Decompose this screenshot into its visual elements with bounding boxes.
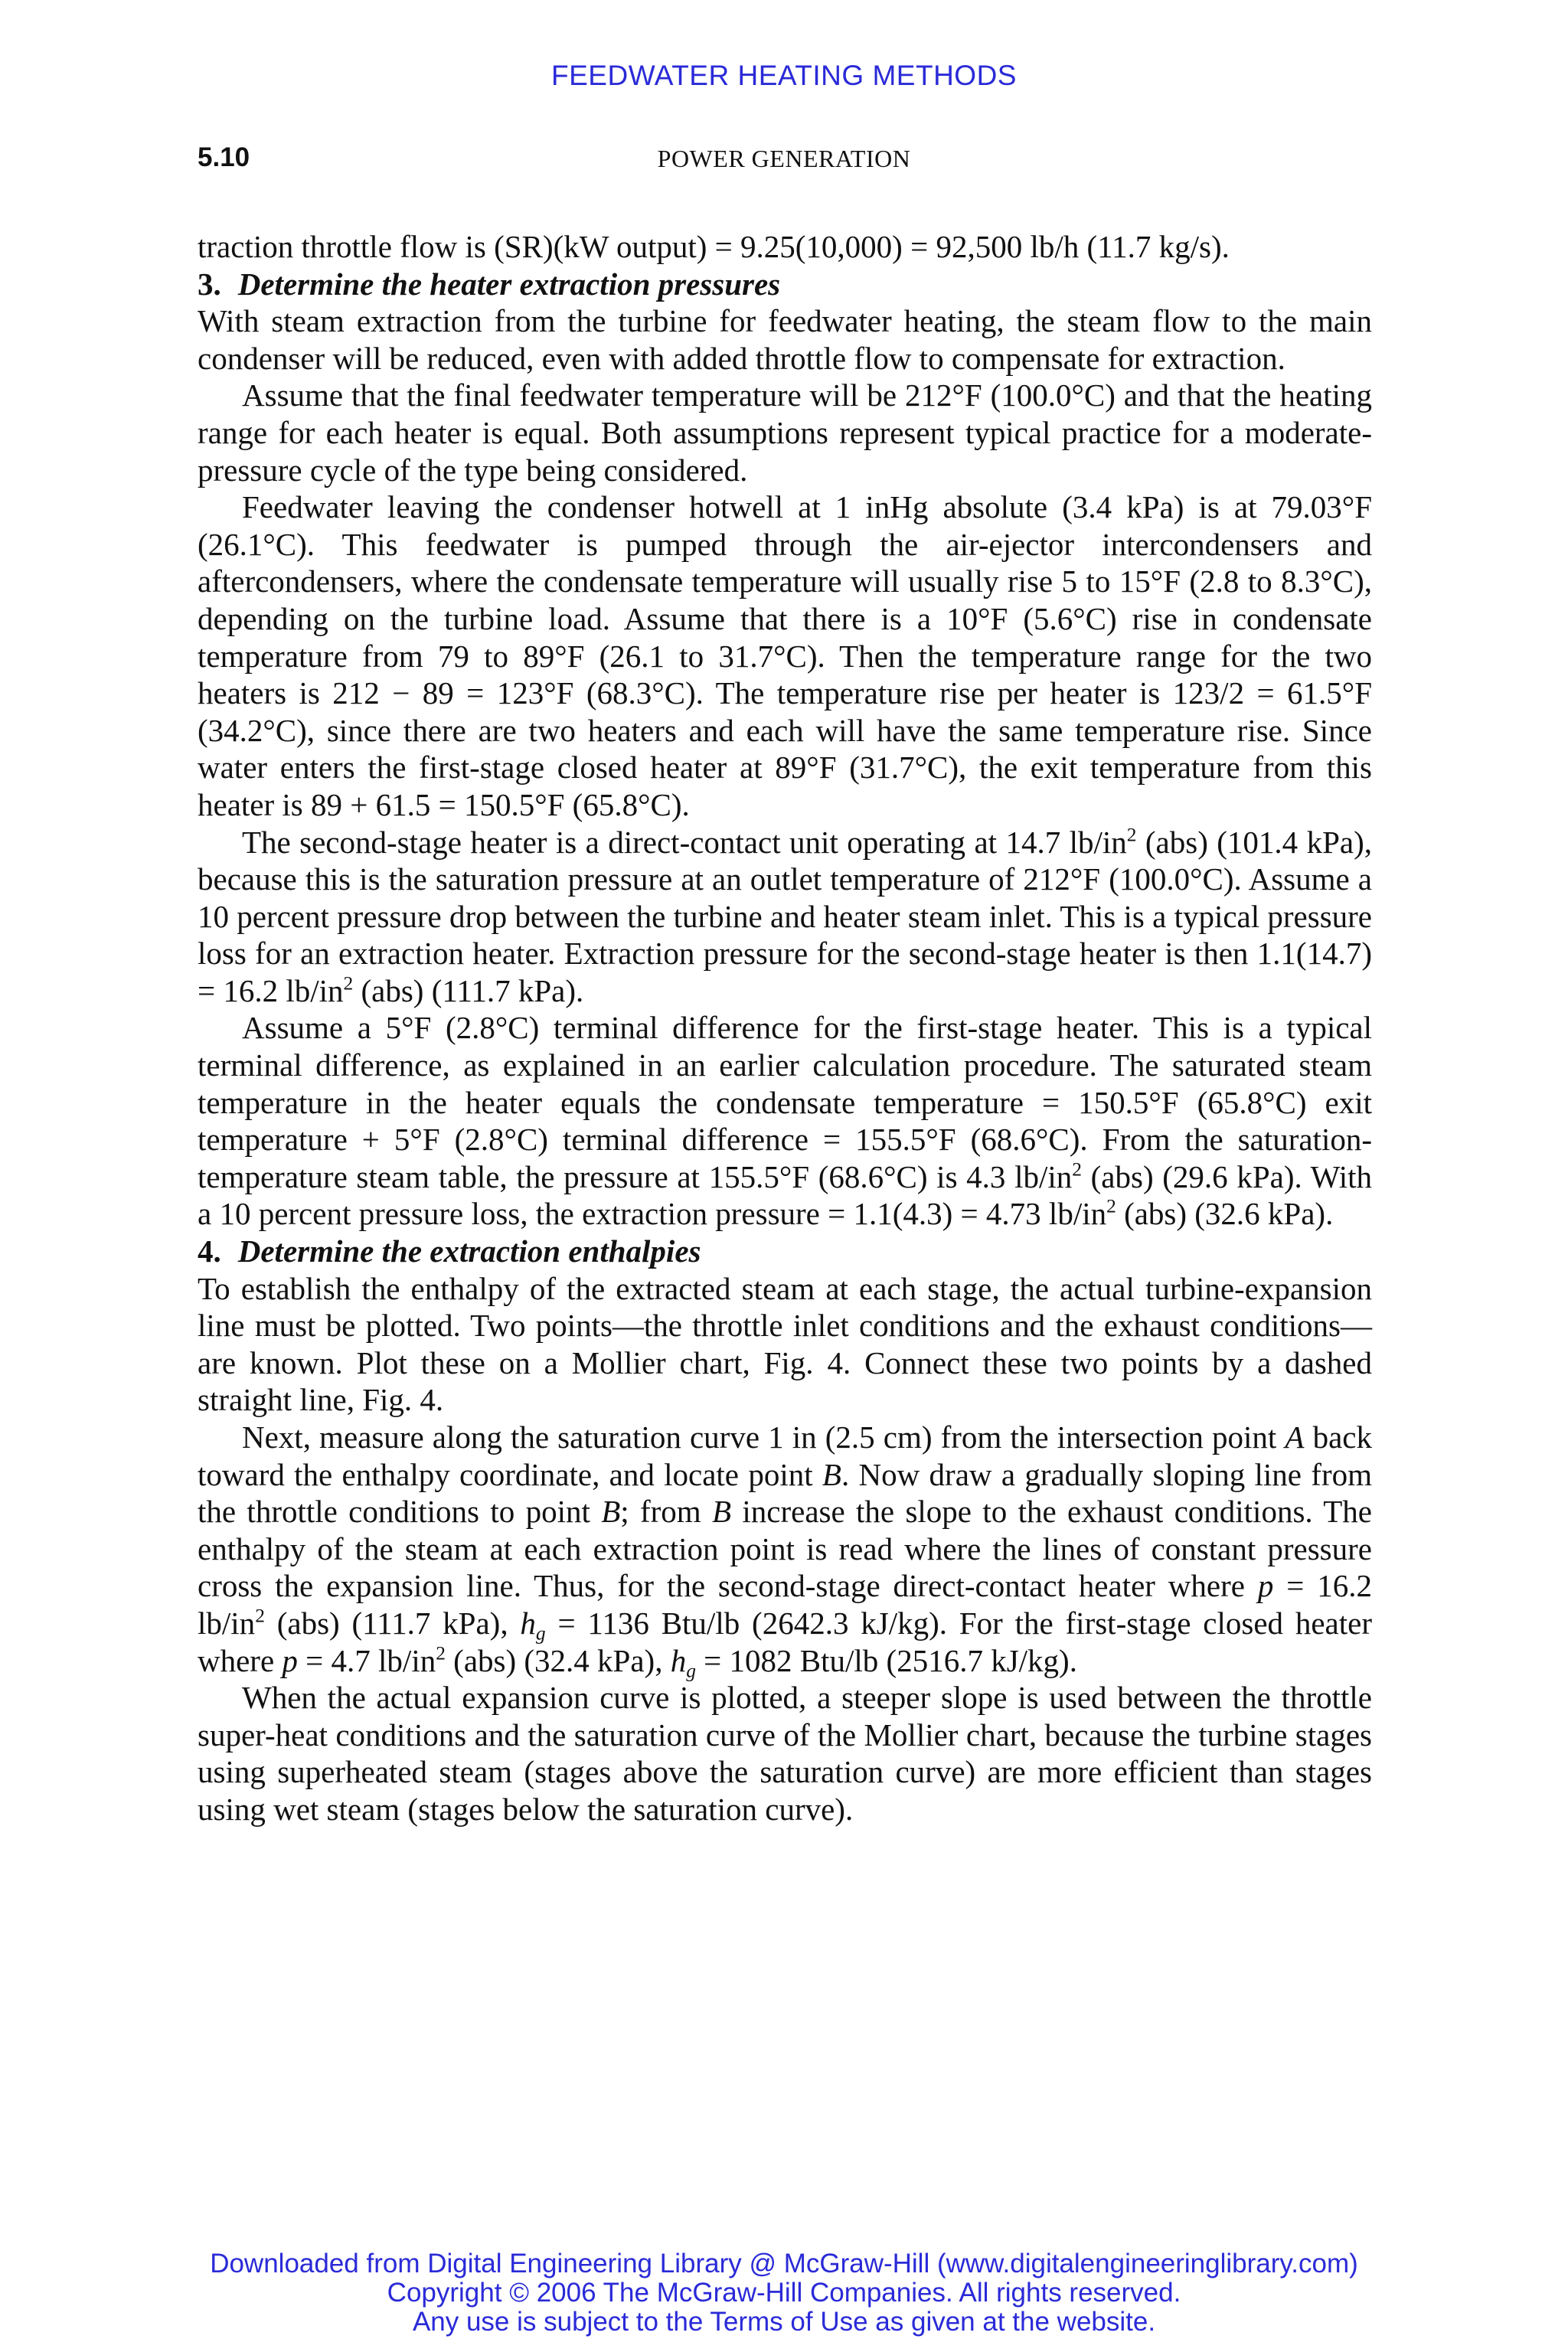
book-title: POWER GENERATION [657, 145, 911, 172]
variable: h [670, 1642, 687, 1678]
superscript: 2 [1106, 1195, 1116, 1217]
section-4-heading [198, 1233, 1372, 1270]
section-3-paragraph-3: Feedwater leaving the condenser hotwell at 1 inHg absolute (3.4 kPa) is at 79.03°F (26.1°C). This feedwater is pumped through the air-ejector intercondensers and aftercondensers, where the condensate temperature will usually rise 5 to 15°F (2.8 to 8.3°C), depending on the turbine load. Assume that there is a 10°F (5.6°C) rise in condensate temperature from 79 to 89°F (26.1 to 31.7°C). Then the temperature range for the two heaters is 212 − 89 = 123°F (68.3°C). The temperature rise per heater is 123/2 = 61.5°F (34.2°C), since there are two heaters and each will have the same temperature rise. Since water enters the first-stage closed heater at 89°F (31.7°C), the exit temperature from this heater is 89 + 61.5 = 150.5°F (65.8°C). [198, 489, 1372, 822]
section-3-paragraph-1: With steam extraction from the turbine for feedwater heating, the steam flow to the main condenser will be reduced, even with added throttle flow to compensate for extraction. [198, 303, 1372, 376]
section-4-title: Determine the extraction enthalpies [237, 1233, 701, 1269]
text-run: = 4.7 lb/in [297, 1642, 436, 1678]
subscript-letter: g [535, 1622, 546, 1645]
text-run: (abs) (111.7 kPa), [264, 1605, 521, 1641]
section-4-paragraph-3: When the actual expansion curve is plotted, a steeper slope is used between the throttle super-heat conditions and the saturation curve of the Mollier chart, because the turbine stages using superheated steam (stages above the saturation curve) are more efficient than stages using wet steam (stages below the saturation curve). [198, 1680, 1372, 1827]
point-label: B [601, 1494, 621, 1530]
text-run: ; from [620, 1494, 713, 1530]
point-label: B [712, 1494, 732, 1530]
text-run: The second-stage heater is a direct-contact unit operating at 14.7 lb/in [242, 824, 1127, 860]
superscript: 2 [343, 972, 354, 995]
point-label: B [822, 1456, 841, 1492]
text-run: = 1082 Btu/lb (2516.7 kJ/kg). [695, 1642, 1077, 1678]
text-run: . Now draw a gradually sloping line from the throttle conditions to point [198, 1456, 1372, 1530]
footer [0, 2249, 1568, 2337]
section-4-number: 4. [198, 1233, 221, 1269]
section-3-paragraph-5 [198, 1009, 1372, 1233]
text-run: (abs) (29.6 kPa). With a 10 percent pressure loss, the extraction pressure = 1.1(4.3) = 4.73 lb/in [198, 1158, 1373, 1232]
section-3-heading [198, 266, 1372, 303]
superscript: 2 [1072, 1158, 1082, 1181]
footer-copyright: Copyright © 2006 The McGraw-Hill Companies. All rights reserved. [387, 2278, 1181, 2308]
footer-terms: Any use is subject to the Terms of Use as given at the website. [412, 2307, 1156, 2337]
running-title: FEEDWATER HEATING METHODS [551, 60, 1017, 91]
subscript-letter: g [686, 1660, 696, 1682]
section-3-title: Determine the heater extraction pressures [237, 266, 781, 302]
text-run: Assume a 5°F (2.8°C) terminal difference for the first-stage heater. This is a typical terminal difference, as explained in an earlier calculation procedure. The saturated steam temperature in the heater equals the condensate temperature = 150.5°F (65.8°C) exit temperature + 5°F (2.8°C) terminal difference = 155.5°F (68.6°C). From the saturation-temperature steam table, the pressure at 155.5°F (68.6°C) is 4.3 lb/in [198, 1010, 1372, 1194]
subscript [536, 1623, 546, 1645]
section-4-paragraph-2 [198, 1419, 1373, 1682]
text-run: (abs) (101.4 kPa), because this is the saturation pressure at an outlet temperature of 212°F (100.0°C). Assume a 10 percent pressure drop between the turbine and heater steam inlet. This is a typical pressure loss for an extraction heater. Extraction pressure for the second-stage heater is then 1.1(14.7) = 16.2 lb/in [198, 824, 1372, 1008]
text-run: (abs) (32.4 kPa), [445, 1642, 671, 1678]
superscript: 2 [1126, 823, 1137, 845]
page-number: 5.10 [198, 142, 250, 172]
variable: h [520, 1605, 536, 1641]
section-3-paragraph-4 [198, 824, 1372, 1010]
section-4-paragraph-1: To establish the enthalpy of the extracted steam at each stage, the actual turbine-expansion line must be plotted. Two points—the throttle inlet conditions and the exhaust conditions—are known. Plot these on a Mollier chart, Fig. 4. Connect these two points by a dashed straight line, Fig. 4. [198, 1270, 1372, 1418]
paragraph-throttle-flow: traction throttle flow is (SR)(kW output) = 9.25(10,000) = 92,500 lb/h (11.7 kg/s). [198, 229, 1230, 264]
text-run: = 1136 Btu/lb (2642.3 kJ/kg). For the first-stage closed heater where [198, 1605, 1373, 1678]
point-label: A [1285, 1419, 1305, 1455]
superscript: 2 [255, 1605, 265, 1627]
section-3-number: 3. [198, 266, 221, 302]
text-run: increase the slope to the exhaust conditions. The enthalpy of the steam at each extraction point is read where the lines of constant pressure cross the expansion line. Thus, for the second-stage direct-contact heater where [198, 1494, 1372, 1604]
page-body [198, 228, 1372, 1828]
footer-download-link[interactable]: Downloaded from Digital Engineering Library @ McGraw-Hill (www.digitalengineeringlibrary.com) [210, 2249, 1358, 2278]
section-3-paragraph-2: Assume that the final feedwater temperature will be 212°F (100.0°C) and that the heating range for each heater is equal. Both assumptions represent typical practice for a moderate-pressure cycle of the type being considered. [198, 377, 1372, 488]
variable: p [282, 1642, 298, 1678]
text-run: = 16.2 lb/in [198, 1568, 1372, 1641]
text-run: (abs) (32.6 kPa). [1116, 1196, 1334, 1232]
superscript: 2 [436, 1642, 446, 1664]
text-run: back toward the enthalpy coordinate, and locate point [198, 1419, 1372, 1492]
text-run: Next, measure along the saturation curve 1 in (2.5 cm) from the intersection point [242, 1419, 1285, 1455]
subscript [686, 1660, 696, 1681]
text-run: (abs) (111.7 kPa). [353, 972, 584, 1008]
variable: p [1257, 1568, 1274, 1604]
